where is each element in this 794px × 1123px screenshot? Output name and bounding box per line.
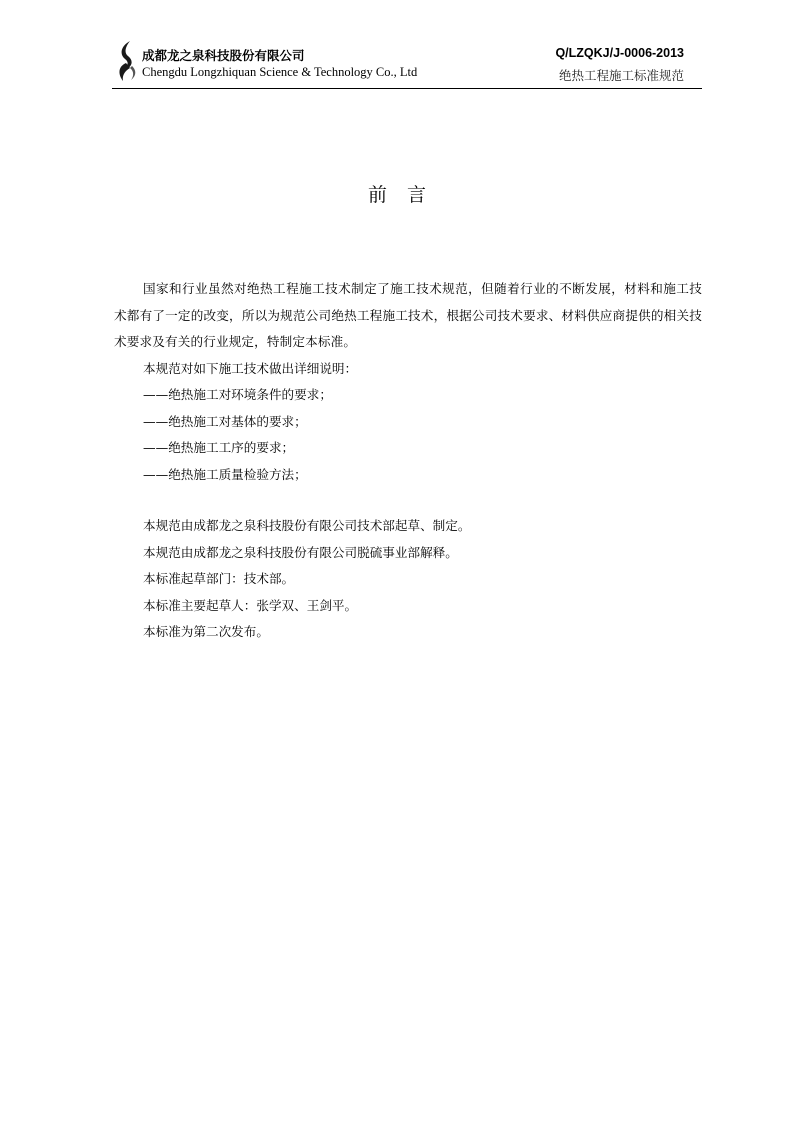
document-code: Q/LZQKJ/J-0006-2013 bbox=[555, 46, 684, 60]
scope-item: ——绝热施工对基体的要求； bbox=[143, 413, 307, 429]
page-header bbox=[112, 40, 702, 90]
scope-item: ——绝热施工工序的要求； bbox=[143, 440, 295, 455]
longzhiquan-logo-icon bbox=[116, 40, 138, 82]
note-line: 本规范由成都龙之泉科技股份有限公司脱硫事业部解释。 bbox=[143, 544, 458, 560]
header-divider bbox=[112, 88, 702, 89]
scope-item: ——绝热施工质量检验方法； bbox=[143, 466, 307, 482]
company-name-cn: 成都龙之泉科技股份有限公司 bbox=[142, 48, 305, 63]
section-spacer bbox=[114, 488, 702, 513]
note-line: 本标准起草部门：技术部。 bbox=[143, 571, 295, 586]
note-line: 本规范由成都龙之泉科技股份有限公司技术部起草、制定。 bbox=[143, 518, 471, 533]
document-title: 绝热工程施工标准规范 bbox=[558, 68, 684, 83]
note-line: 本标准为第二次发布。 bbox=[143, 624, 269, 639]
company-name-en: Chengdu Longzhiquan Science & Technology Co., Ltd bbox=[142, 65, 418, 79]
note-line: 本标准主要起草人：张学双、王剑平。 bbox=[143, 597, 358, 613]
intro-paragraph: 国家和行业虽然对绝热工程施工技术制定了施工技术规范，但随着行业的不断发展，材料和施工技术都有了一定的改变，所以为规范公司绝热工程施工技术，根据公司技术要求、材料供应商提供的相关技术要求及有关的行业规定，特制定本标准。 bbox=[114, 281, 702, 349]
scope-item: ——绝热施工对环境条件的要求； bbox=[143, 387, 332, 402]
foreword-content bbox=[114, 276, 702, 646]
scope-intro: 本规范对如下施工技术做出详细说明： bbox=[143, 360, 358, 376]
page-title: 前言 bbox=[367, 184, 446, 206]
